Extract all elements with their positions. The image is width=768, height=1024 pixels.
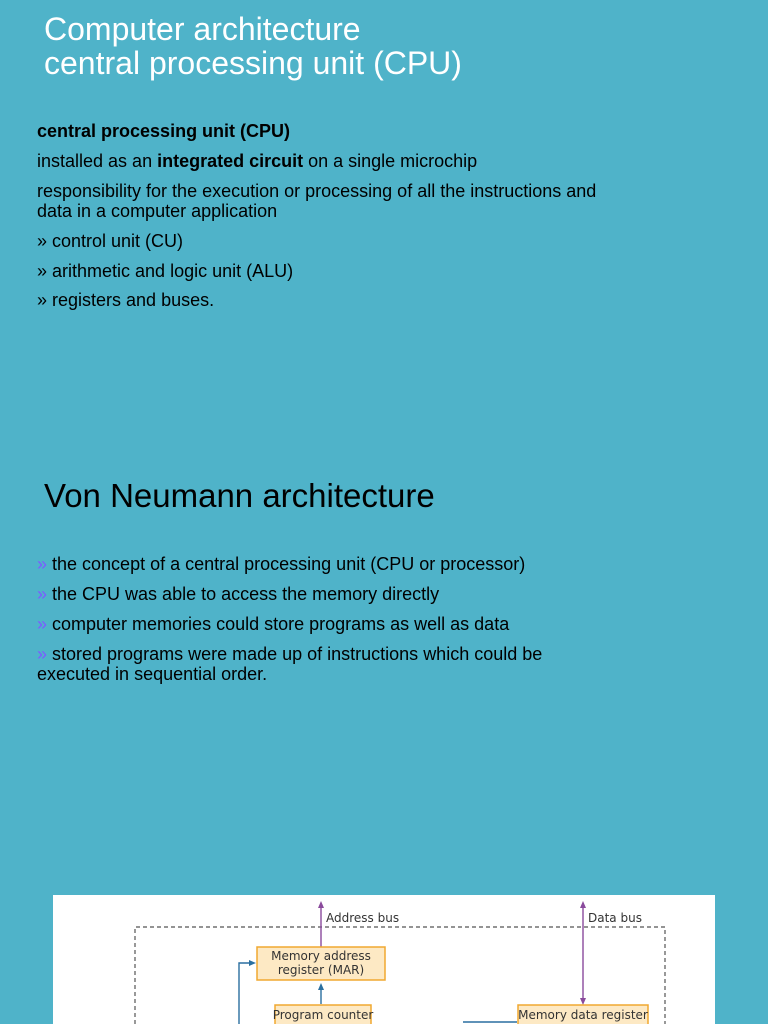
address-bus-arrowhead — [318, 901, 324, 908]
address-bus-label: Address bus — [326, 911, 400, 925]
bullet-mark: » — [37, 584, 48, 604]
vn-item-2 — [37, 584, 637, 604]
cpu-item-alu: » arithmetic and logic unit (ALU) — [37, 261, 294, 281]
slide-title-line1: Computer architecture — [44, 11, 361, 47]
vn-item-text: the CPU was able to access the memory directly — [47, 584, 440, 604]
cpu-diagram — [53, 895, 715, 1024]
bullet-mark: » — [37, 644, 48, 664]
von-neumann-heading: Von Neumann architecture — [44, 477, 435, 514]
cpu-item-registers: » registers and buses. — [37, 290, 215, 310]
cpu-item-cu: » control unit (CU) — [37, 231, 184, 251]
slide-title-line2: central processing unit (CPU) — [44, 45, 462, 81]
bullet-mark: » — [37, 554, 48, 574]
vn-item-4 — [37, 644, 597, 684]
data-bus-arrowhead-top — [580, 901, 586, 908]
cpu-heading: central processing unit (CPU) — [37, 121, 291, 141]
cpu-installed-text — [37, 151, 637, 171]
vn-item-text: computer memories could store programs as well as data — [47, 614, 510, 634]
program-counter-label: Program counter — [272, 1008, 374, 1022]
mar-label-line1: Memory address — [271, 949, 371, 963]
mdr-label: Memory data register — [518, 1008, 648, 1022]
vn-item-1 — [37, 554, 637, 574]
installed-post: on a single microchip — [303, 151, 478, 171]
left-feed-line — [239, 963, 251, 1024]
vn-item-text: stored programs were made up of instructions which could be executed in sequential order. — [37, 644, 543, 684]
installed-bold: integrated circuit — [157, 151, 304, 171]
vn-item-text: the concept of a central processing unit (CPU or processor) — [47, 554, 526, 574]
cpu-responsibility-text: responsibility for the execution or processing of all the instructions and data in a computer application — [37, 181, 597, 221]
installed-pre: installed as an — [37, 151, 158, 171]
data-bus-arrowhead-bottom — [580, 998, 586, 1005]
cpu-diagram-svg — [53, 895, 715, 1024]
pc-to-mar-arrowhead — [318, 983, 324, 990]
bullet-mark: » — [37, 614, 48, 634]
mar-label-line2: register (MAR) — [277, 963, 365, 977]
left-feed-arrowhead — [249, 960, 256, 966]
data-bus-label: Data bus — [588, 911, 642, 925]
vn-item-3 — [37, 614, 637, 634]
slide-title — [44, 12, 462, 80]
